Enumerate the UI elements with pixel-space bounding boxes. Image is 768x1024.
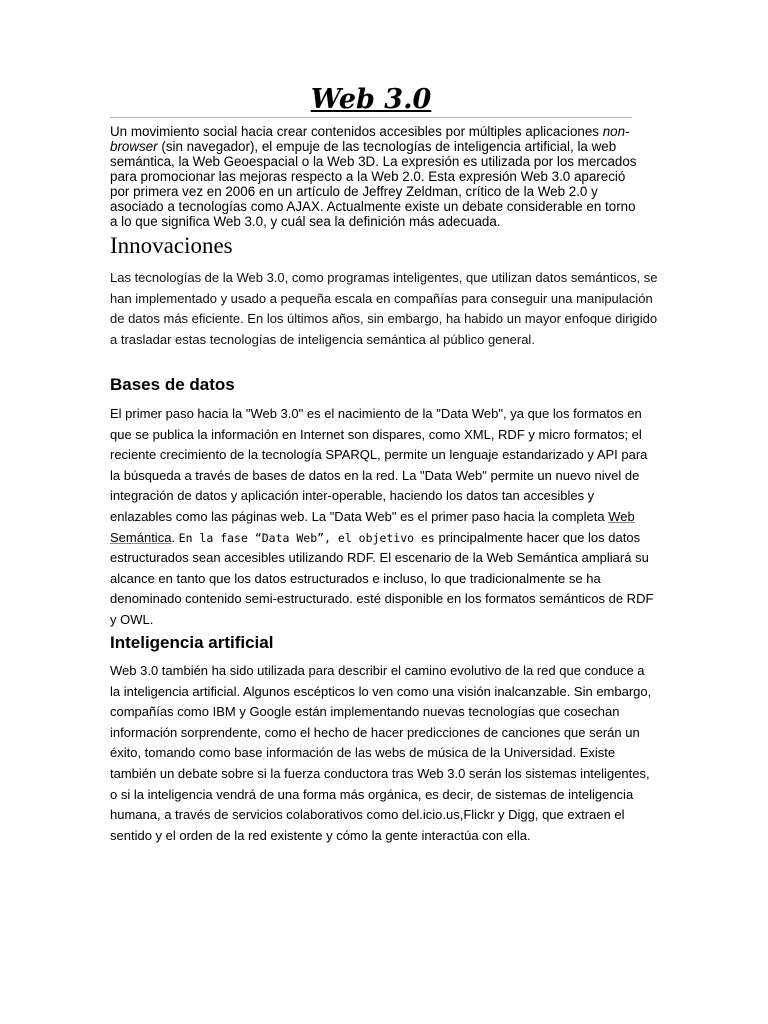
intro-text-start: Un movimiento social hacia crear contenidos accesibles por múltiples aplicaciones <box>110 124 603 139</box>
section-heading-bases-de-datos: Bases de datos <box>110 375 235 394</box>
section-heading-inteligencia-artificial: Inteligencia artificial <box>110 633 274 652</box>
intro-text-end: (sin navegador), el empuje de las tecnologías de inteligencia artificial, la web semántica, la Web Geoespacial o la Web 3D. La expresión es utilizada por los mercados para promocionar las mejoras respecto a la Web 2.0. Esta expresión Web 3.0 apareció por primera vez en 2006 en un artículo de Jeffrey Zeldman, crítico de la Web 2.0 y asociado a tecnologías como AJAX. Actualmente existe un debate considerable en torno a lo que significa Web 3.0, y cuál sea la definición más adecuada. <box>110 139 637 229</box>
page-title: Web 3.0 <box>310 84 432 115</box>
bases-paragraph <box>110 404 658 631</box>
web-semantica-link[interactable]: Web Semántica <box>110 508 635 545</box>
innovaciones-paragraph: Las tecnologías de la Web 3.0, como programas inteligentes, que utilizan datos semánticos, se han implementado y usado a pequeña escala en compañías para conseguir una manipulación de datos más eficiente. En los últimos años, sin embargo, ha habido un mayor enfoque dirigido a trasladar estas tecnologías de inteligencia semántica al público general. <box>110 270 658 348</box>
intro-italic-term: non-browser <box>110 124 630 154</box>
bases-text-start: El primer paso hacia la "Web 3.0" es el nacimiento de la "Data Web", ya que los formatos en que se publica la información en Internet son dispares, como XML, RDF y micro formatos; el reciente crecimiento de la tecnología SPARQL, permite un lenguaje estandarizado y API para la búsqueda a través de bases de datos en la red. La "Data Web" permite un nuevo nivel de integración de datos y aplicación inter-operable, haciendo los datos tan accesibles y enlazables como las páginas web. La "Data Web" es el primer paso hacia la completa <box>110 406 648 524</box>
title-block <box>110 84 632 118</box>
bases-mono-phrase: En la fase “Data Web”, el objetivo es <box>178 530 435 545</box>
bases-text-end: principalmente hacer que los datos estructurados sean accesibles utilizando RDF. El escenario de la Web Semántica ampliará su alcance en tanto que los datos estructurados e incluso, lo que tradicionalmente se ha denominado contenido semi-estructurado. esté disponible en los formatos semánticos de RDF y OWL. <box>110 529 654 627</box>
inteligencia-artificial-paragraph: Web 3.0 también ha sido utilizada para describir el camino evolutivo de la red que conduce a la inteligencia artificial. Algunos escépticos lo ven como una visión inalcanzable. Sin embargo, compañías como IBM y Google están implementando nuevas tecnologías que cosechan información sorprendente, como el hecho de hacer predicciones de canciones que serán un éxito, tomando como base información de las webs de música de la Universidad. Existe también un debate sobre si la fuerza conductora tras Web 3.0 serán los sistemas inteligentes, o si la inteligencia vendrá de una forma más orgánica, es decir, de sistemas de inteligencia humana, a través de servicios colaborativos como del.icio.us,Flickr y Digg, que extraen el sentido y el orden de la red existente y cómo la gente interactúa con ella. <box>110 663 652 843</box>
section-heading-innovaciones: Innovaciones <box>110 233 233 258</box>
bases-text-punct: . <box>171 529 179 545</box>
intro-paragraph <box>110 124 640 229</box>
